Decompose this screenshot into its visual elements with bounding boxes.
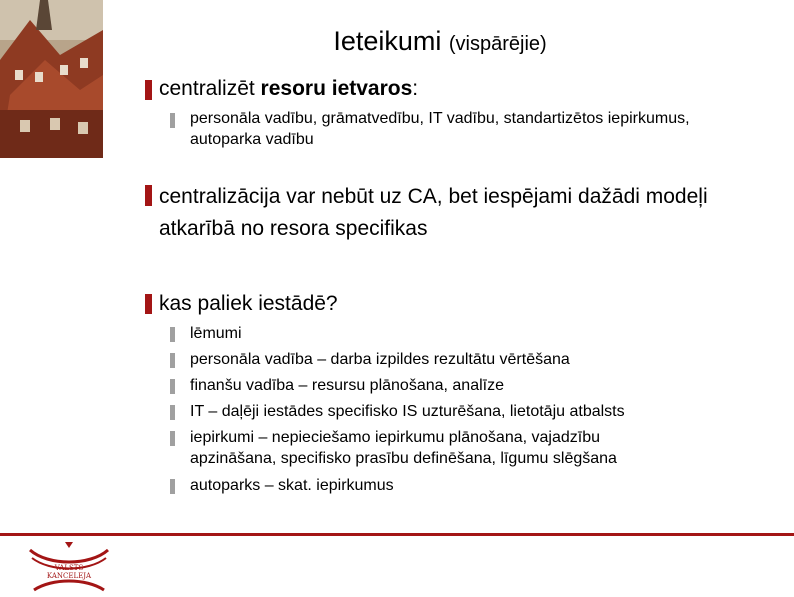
bullet-marker [145,294,152,314]
bullet-3-sub-1: lēmumi [190,325,242,342]
bullet-3-sub-3: finanšu vadība – resursu plānošana, analīze [190,377,504,394]
sub-bullet-marker [170,113,175,128]
bullet-marker [145,80,152,100]
bullet-2-text: centralizācija var nebūt uz CA, bet iespējami dažādi modeļi atkarībā no resora specifikas [159,185,708,240]
bullet-3-sub-4: IT – daļēji iestādes specifisko IS uzturēšana, lietotāju atbalsts [190,403,625,420]
title-main: Ieteikumi [333,26,442,56]
bullet-1-text: centralizēt resoru ietvaros: [159,77,419,100]
bullet-3-sub-5: iepirkumi – nepieciešamo iepirkumu plānošana, vajadzību apzināšana, specifisko prasību definēšana, līgumu slēgšana [190,429,617,467]
footer-divider [0,533,794,536]
valsts-kanceleja-logo [28,540,110,592]
sub-bullet-marker [170,431,175,446]
slide-title [0,26,794,57]
bullet-3-text: kas paliek iestādē? [159,292,338,315]
bullet-3-sub-6: autoparks – skat. iepirkumus [190,477,394,494]
bullet-3-sub-2: personāla vadība – darba izpildes rezultātu vērtēšana [190,351,570,368]
logo-line-2: KANCELEJA [46,572,92,580]
sub-bullet-marker [170,479,175,494]
title-sub: (vispārējie) [448,33,547,55]
corner-photo [0,0,103,158]
bullet-1-sub-1: personāla vadību, grāmatvedību, IT vadību, standartizētos iepirkumus, autoparka vadību [190,110,690,148]
sub-bullet-marker [170,379,175,394]
sub-bullet-marker [170,353,175,368]
sub-bullet-marker [170,405,175,420]
sub-bullet-marker [170,327,175,342]
logo-line-1: VALSTS [54,564,84,572]
bullet-marker [145,185,152,206]
